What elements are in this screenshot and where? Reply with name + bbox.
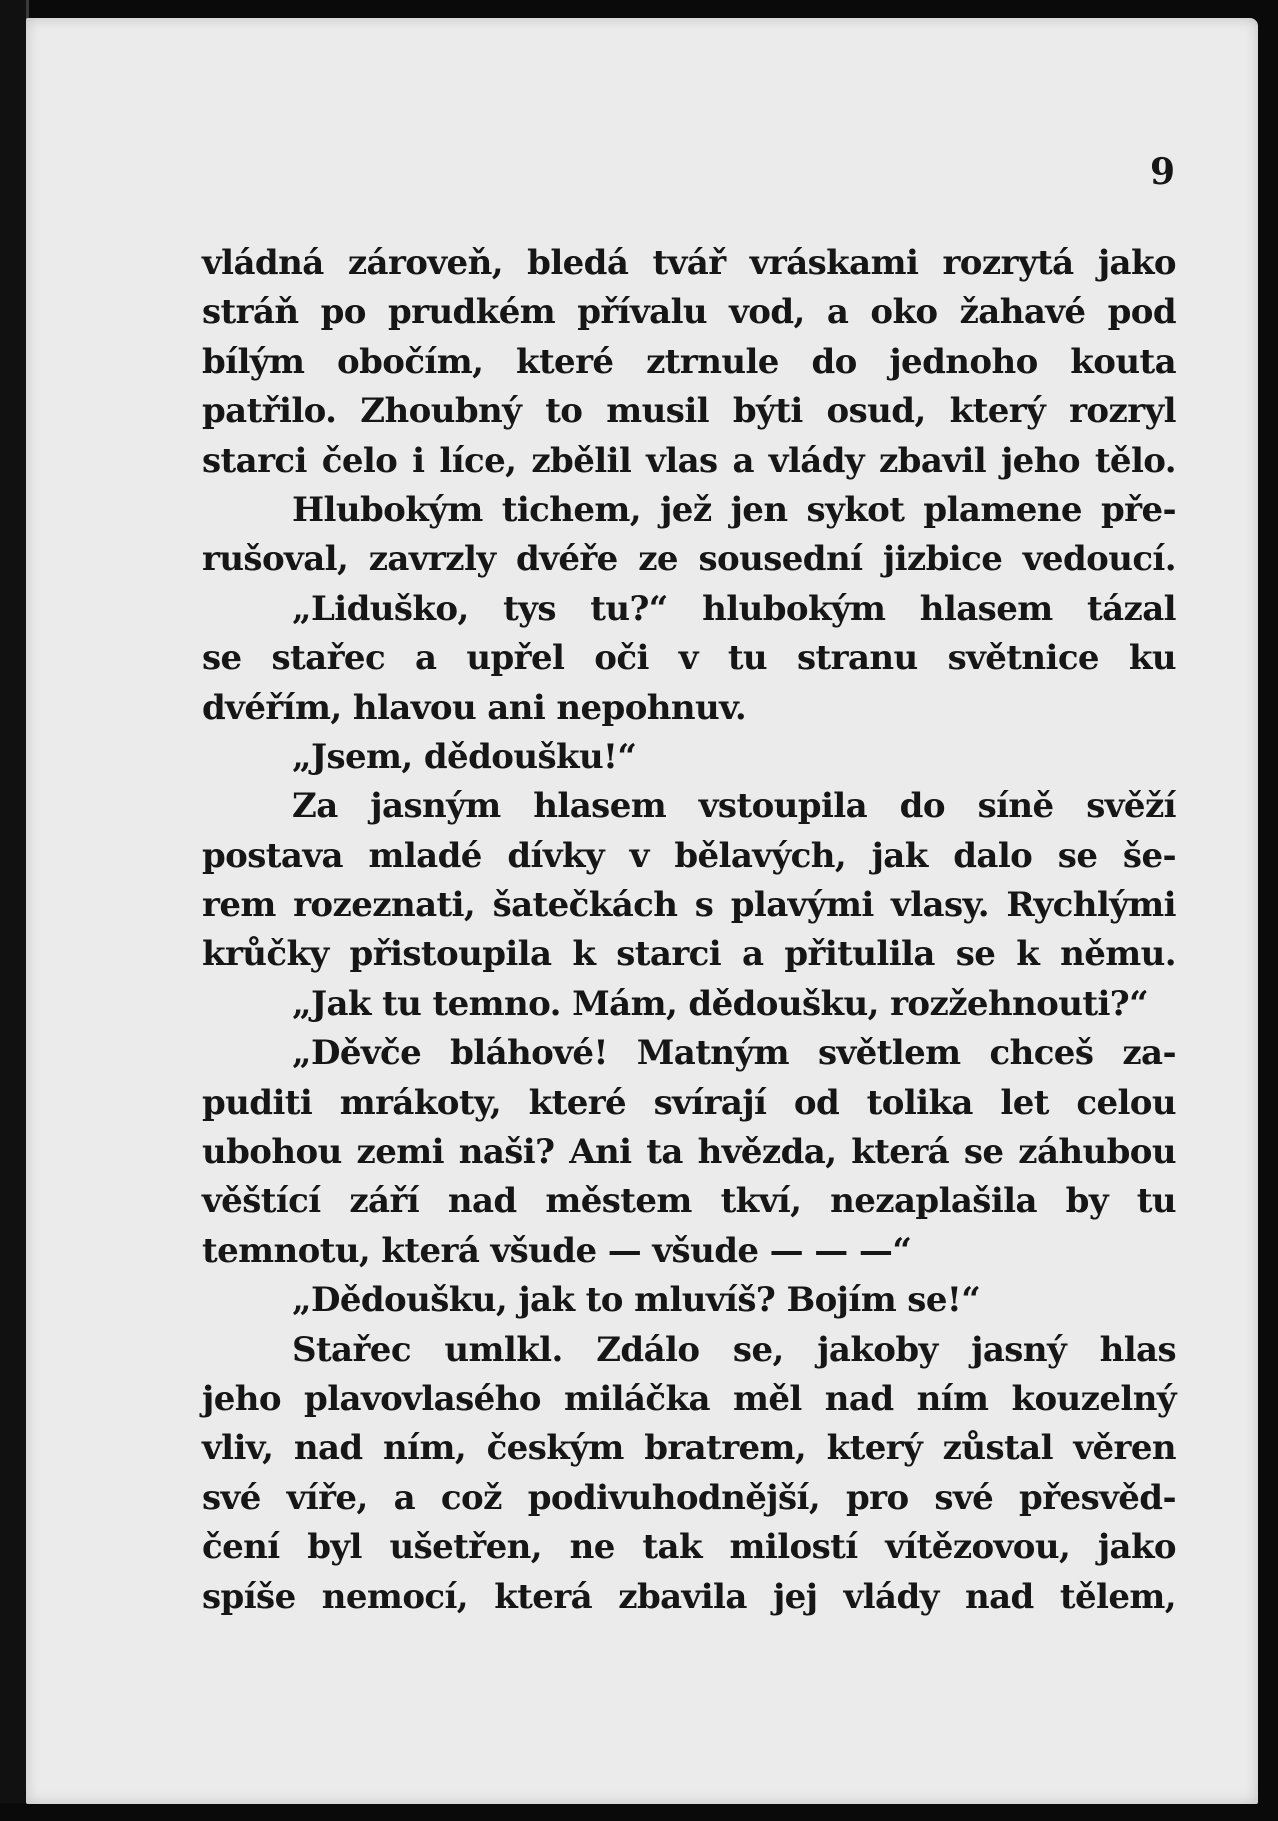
text-line: čení byl ušetřen, ne tak milostí vítězovou, jako [202, 1527, 1176, 1568]
text-line: jeho plavovlasého miláčka měl nad ním kouzelný [202, 1378, 1176, 1419]
text-line: dvéřím, hlavou ani nepohnuv. [202, 687, 747, 728]
text-line: ubohou zemi naši? Ani ta hvězda, která se záhubou [202, 1132, 1176, 1173]
text-line: vliv, nad ním, českým bratrem, který zůstal věren [202, 1428, 1176, 1469]
text-line: postava mladé dívky v bělavých, jak dalo se še- [202, 835, 1176, 876]
text-line: patřilo. Zhoubný to musil býti osud, který rozryl [202, 391, 1176, 432]
text-line: Za jasným hlasem vstoupila do síně svěží [292, 786, 1176, 827]
text-line: „Jak tu temno. Mám, dědoušku, rozžehnouti?“ [292, 983, 1149, 1024]
text-line: stráň po prudkém přívalu vod, a oko žahavé pod [202, 292, 1176, 333]
text-line: „Děvče bláhové! Matným světlem chceš za- [292, 1033, 1176, 1074]
book-binding-edge [0, 0, 29, 1821]
text-line: rušoval, zavrzly dvéře ze sousední jizbice vedoucí. [202, 539, 1176, 580]
text-line: krůčky přistoupila k starci a přitulila se k němu. [202, 934, 1176, 975]
page-text-body [202, 239, 1176, 1622]
text-line: „Liduško, tys tu?“ hlubokým hlasem tázal [292, 588, 1176, 629]
text-line: puditi mrákoty, které svírají od tolika let celou [202, 1082, 1176, 1123]
text-line: věštící září nad městem tkví, nezaplašila by tu [202, 1181, 1176, 1222]
text-line: Hlubokým tichem, jež jen sykot plamene pře- [292, 489, 1176, 530]
text-line: rem rozeznati, šatečkách s plavými vlasy. Rychlými [202, 885, 1176, 926]
text-line: své víře, a což podivuhodnější, pro své přesvěd- [202, 1477, 1176, 1518]
text-line: Stařec umlkl. Zdálo se, jakoby jasný hlas [292, 1329, 1176, 1370]
page-number: 9 [1150, 151, 1176, 193]
text-line: bílým obočím, které ztrnule do jednoho kouta [202, 341, 1176, 382]
text-line: temnotu, která všude — všude — — —“ [202, 1230, 912, 1271]
text-line: spíše nemocí, která zbavila jej vlády nad tělem, [202, 1576, 1176, 1617]
text-line: se stařec a upřel oči v tu stranu světnice ku [202, 638, 1176, 679]
text-line: vládná zároveň, bledá tvář vráskami rozrytá jako [202, 243, 1176, 283]
text-line: „Dědoušku, jak to mluvíš? Bojím se!“ [292, 1280, 981, 1321]
text-line: starci čelo i líce, zbělil vlas a vlády zbavil jeho tělo. [202, 440, 1176, 481]
scan-bottom-edge [0, 1803, 1278, 1821]
text-line: „Jsem, dědoušku!“ [292, 736, 637, 777]
book-page [26, 18, 1258, 1804]
